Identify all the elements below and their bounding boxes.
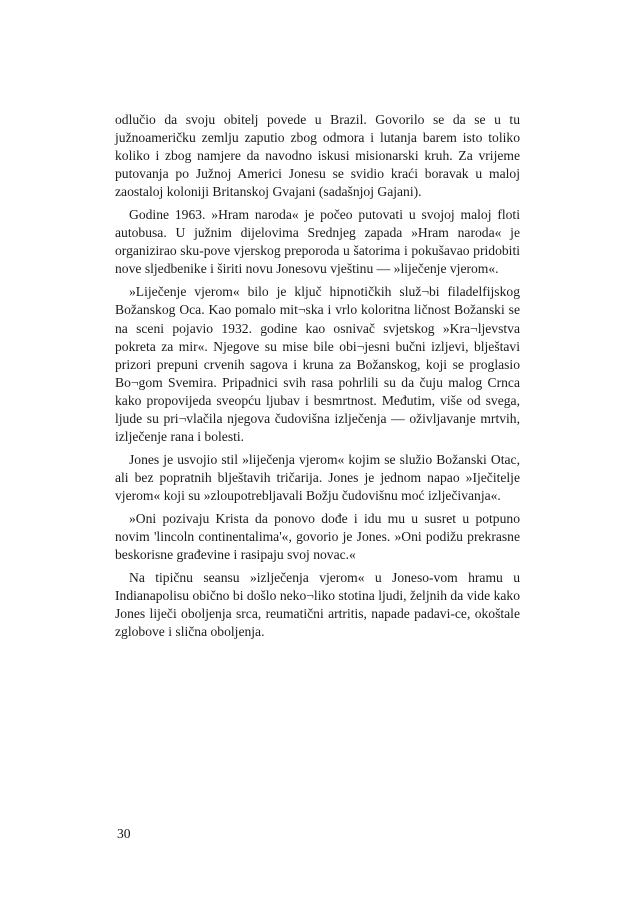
paragraph: odlučio da svoju obitelj povede u Brazil. Govorilo se da se u tu južnoameričku zemlju zaputio zbog odmora i lutanja barem isto toliko koliko i zbog namjere da navodno iskusi misionarski kruh. Za vrijeme putovanja po Južnoj Americi Jonesu se svidio kraći boravak u maloj zaostaloj koloniji Britanskoj Gvajani (sadašnjoj Gajani). bbox=[115, 112, 520, 200]
paragraph: »Oni pozivaju Krista da ponovo dođe i idu mu u susret u potpuno novim 'lincoln continentalima'«, govorio je Jones. »Oni podižu prekrasne beskorisne građevine i rasipaju svoj novac.« bbox=[115, 510, 520, 563]
page-number: 30 bbox=[117, 826, 131, 841]
paragraph: Jones je usvojio stil »liječenja vjerom« kojim se služio Božanski Otac, ali bez popratnih blještavih tričarija. Jones je jednom napao »Iječitelje vjerom« koji su »zloupotrebljavali Božju čudovišnu moć izlječivanja«. bbox=[115, 451, 520, 503]
paragraph: Godine 1963. »Hram naroda« je počeo putovati u svojoj maloj floti autobusa. U južnim dijelovima Srednjeg zapada »Hram naroda« je organizirao sku-pove vjerskog preporoda u šatorima i pokušavao pridobiti nove sljedbenike i širiti novu Jonesovu vještinu — »liječenje vjerom«. bbox=[115, 207, 520, 277]
paragraph: »Liječenje vjerom« bilo je ključ hipnotičkih služ¬bi filadelfijskog Božanskog Oca. Kao pomalo mit¬ska i vrlo koloritna ličnost Božanski se na sceni pojavio 1932. godine kao osnivač svjetskog »Kra¬ljevstva pokreta za mir«. Njegove su mise bile obi¬jesni bučni izljevi, blještavi prizori prepuni crvenih sagova i kruna za Božanskog, koji se proglasio Bo¬gom Svemira. Pripadnici svih rasa pohrlili su da čuju malog Crnca kako propovijeda sveopću ljubav i besmrtnost. Međutim, više od svega, ljude su pri¬vlačila njegova čudovišna izlječenja — oživljavanje mrtvih, izlječenje rana i bolesti. bbox=[115, 284, 520, 444]
paragraph: Na tipičnu seansu »izlječenja vjerom« u Joneso-vom hramu u Indianapolisu obično bi došlo neko¬liko stotina ljudi, željnih da vide kako Jones liječi oboljenja srca, reumatični artritis, napade padavi-ce, okoštale zglobove i slična oboljenja. bbox=[115, 570, 520, 640]
page-text-block bbox=[115, 111, 520, 646]
